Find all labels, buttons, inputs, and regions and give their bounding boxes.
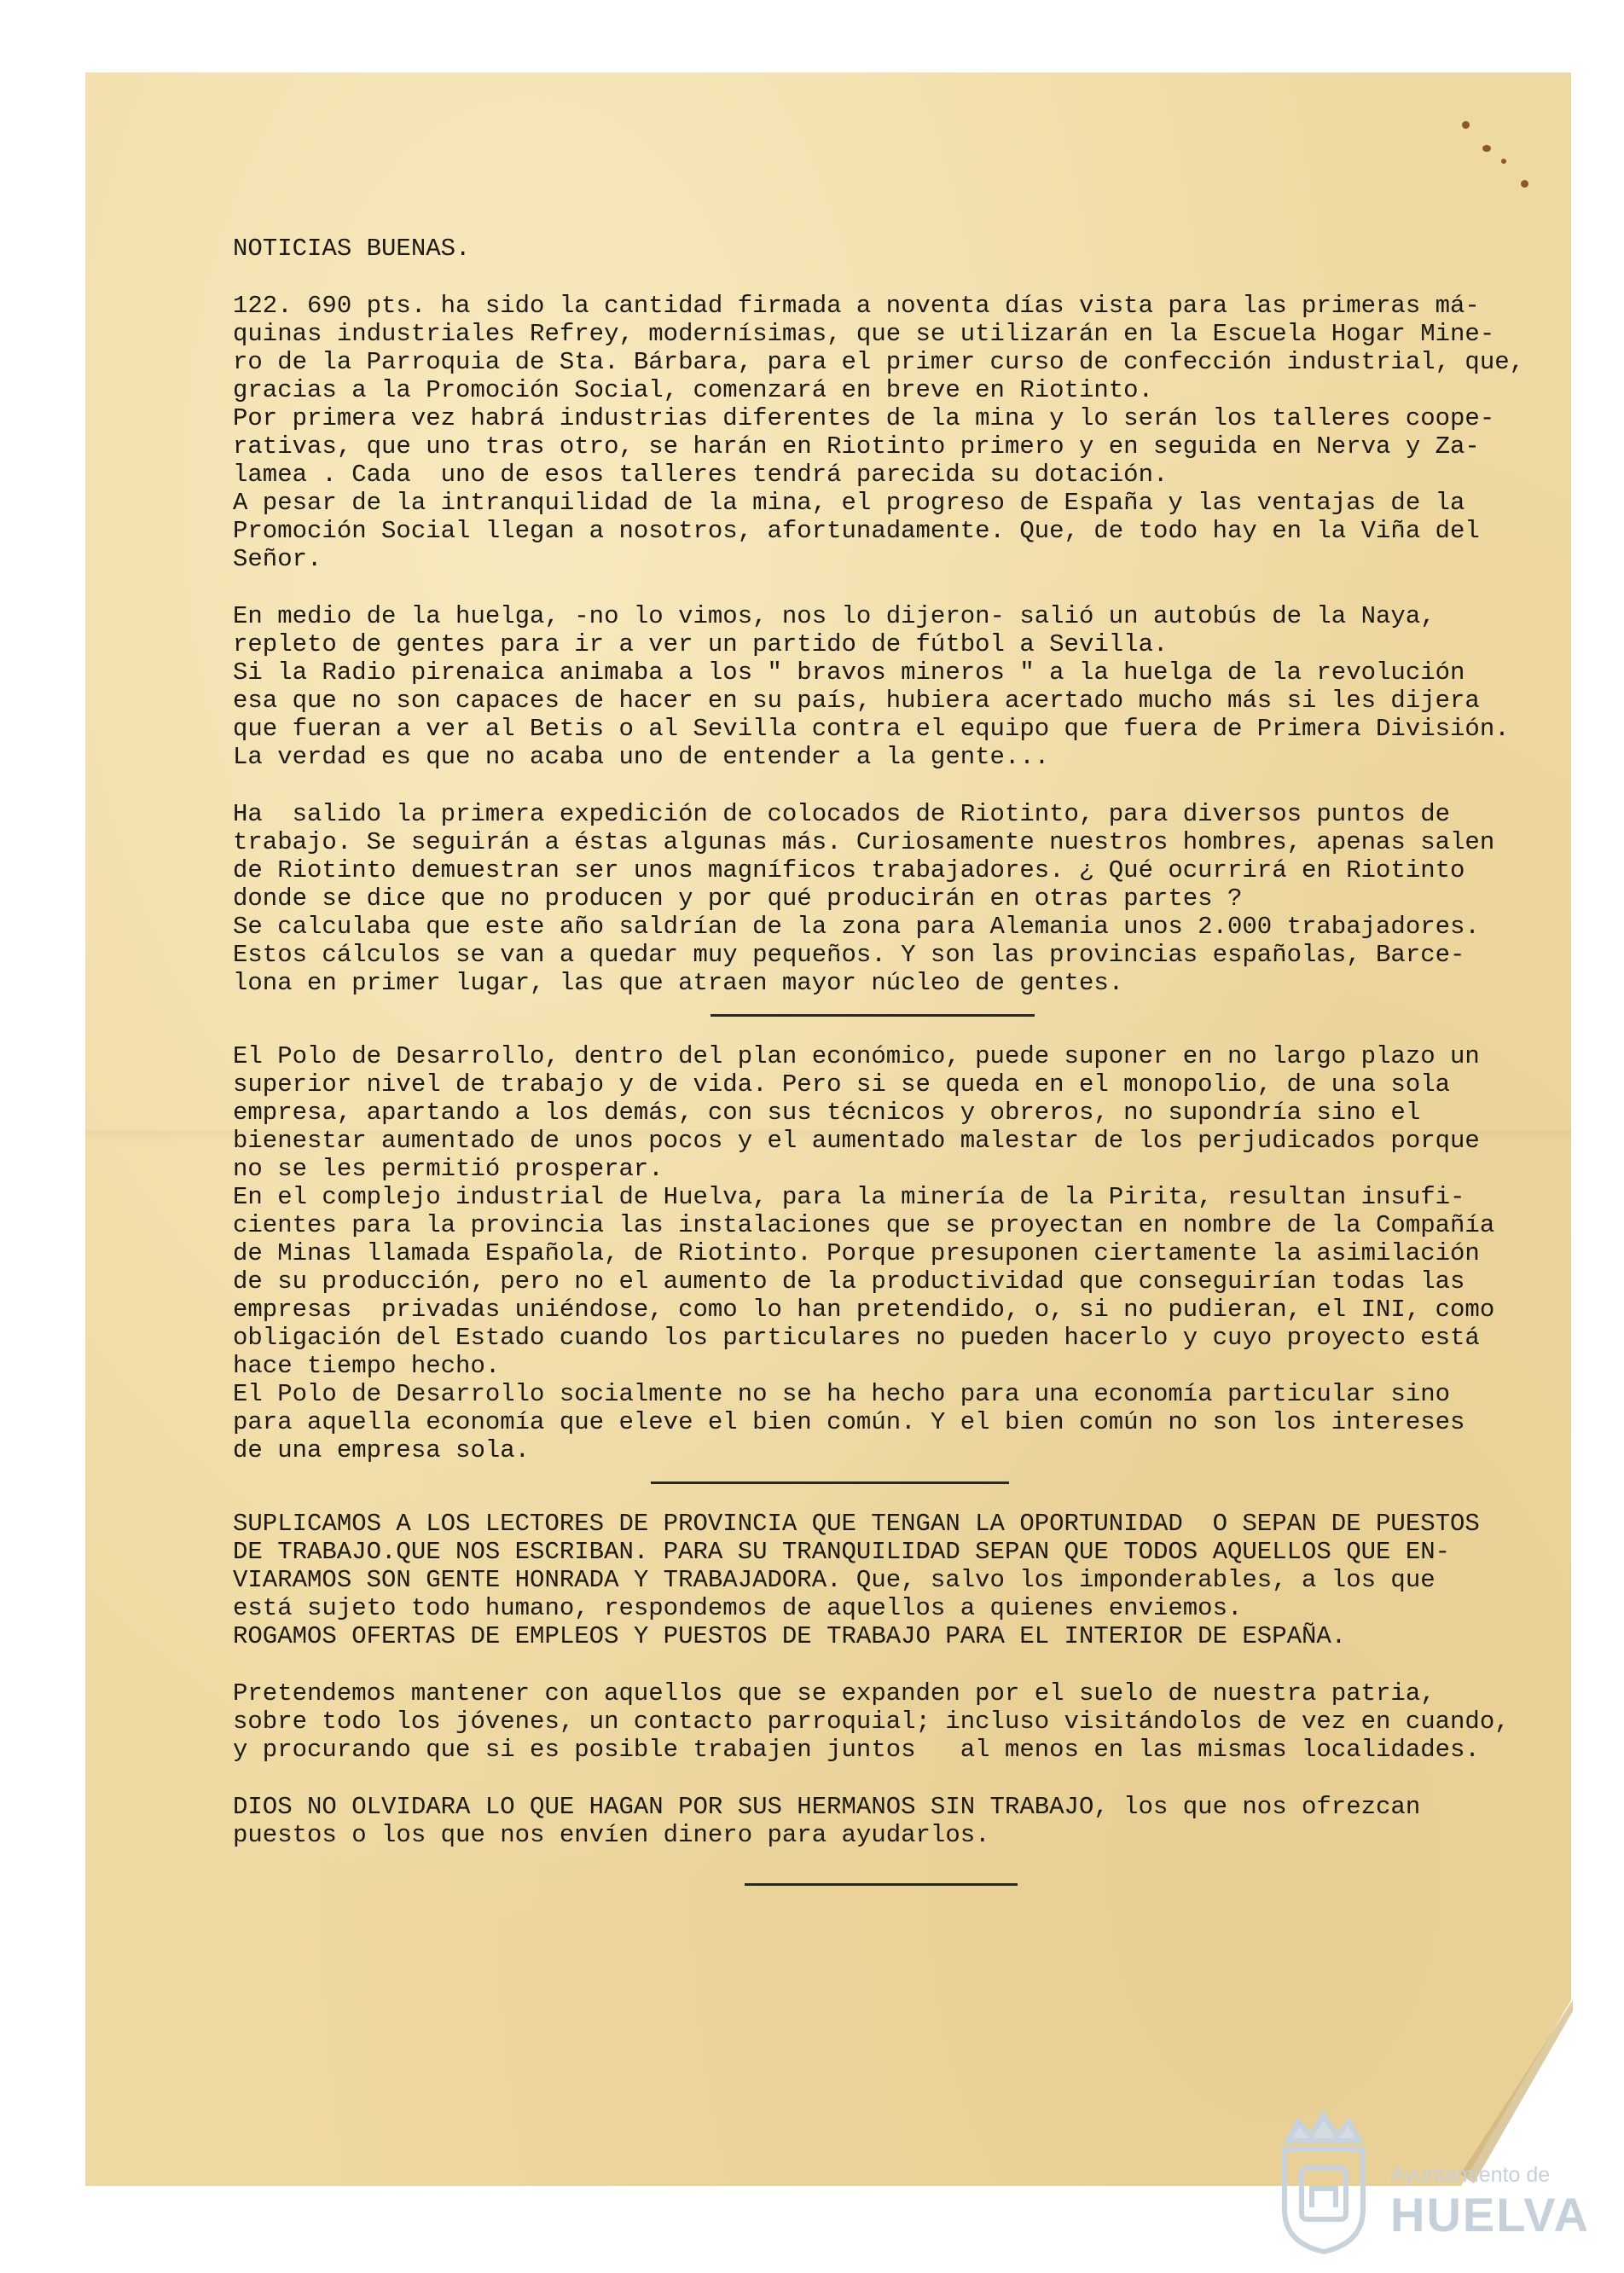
text-line: rativas, que uno tras otro, se harán en Riotinto primero y en seguida en Nerva y Za- — [233, 432, 1480, 461]
stain-mark — [1501, 159, 1506, 164]
text-line: A pesar de la intranquilidad de la mina, el progreso de España y las ventajas de la — [233, 489, 1465, 517]
text-line: VIARAMOS SON GENTE HONRADA Y TRABAJADORA. Que, salvo los imponderables, a los que — [233, 1566, 1436, 1594]
text-line: Promoción Social llegan a nosotros, afortunadamente. Que, de todo hay en la Viña del — [233, 517, 1480, 545]
text-line: Señor. — [233, 545, 322, 573]
text-line: Por primera vez habrá industrias diferentes de la mina y lo serán los talleres coope- — [233, 404, 1495, 432]
text-line: lona en primer lugar, las que atraen mayor núcleo de gentes. — [233, 969, 1124, 997]
section-divider — [651, 1482, 1009, 1484]
text-line: de Riotinto demuestran ser unos magníficos trabajadores. ¿ Qué ocurrirá en Riotinto — [233, 856, 1465, 884]
text-line: donde se dice que no producen y por qué producirán en otras partes ? — [233, 884, 1243, 913]
text-line: gracias a la Promoción Social, comenzará en breve en Riotinto. — [233, 376, 1153, 404]
section-divider — [710, 1014, 1035, 1017]
text-line: puestos o los que nos envíen dinero para ayudarlos. — [233, 1821, 990, 1849]
text-line: trabajo. Se seguirán a éstas algunas más. Curiosamente nuestros hombres, apenas salen — [233, 828, 1495, 856]
text-line: bienestar aumentado de unos pocos y el aumentado malestar de los perjudicados porque — [233, 1127, 1480, 1155]
text-line: de su producción, pero no el aumento de la productividad que conseguirían todas las — [233, 1267, 1465, 1296]
text-line: repleto de gentes para ir a ver un partido de fútbol a Sevilla. — [233, 630, 1169, 658]
text-line: para aquella economía que eleve el bien común. Y el bien común no son los intereses — [233, 1408, 1465, 1436]
watermark — [1273, 2107, 1590, 2256]
paragraph-gap — [233, 1650, 1461, 1679]
text-line: Ha salido la primera expedición de colocados de Riotinto, para diversos puntos de — [233, 800, 1451, 828]
text-line: hace tiempo hecho. — [233, 1352, 501, 1380]
text-line: Estos cálculos se van a quedar muy pequeños. Y son las provincias españolas, Barce- — [233, 941, 1465, 969]
text-line: que fueran a ver al Betis o al Sevilla contra el equipo que fuera de Primera División. — [233, 715, 1510, 743]
text-line: ro de la Parroquia de Sta. Bárbara, para el primer curso de confección industrial, que, — [233, 348, 1525, 376]
typed-text — [233, 235, 1525, 1911]
text-line: 122. 690 pts. ha sido la cantidad firmada a noventa días vista para las primeras má- — [233, 292, 1480, 320]
text-line: En el complejo industrial de Huelva, para la minería de la Pirita, resultan insufi- — [233, 1183, 1465, 1211]
watermark-line-1: Ayuntamiento de — [1390, 2163, 1551, 2187]
text-line: empresas privadas uniéndose, como lo han pretendido, o, si no pudieran, el INI, como — [233, 1296, 1495, 1324]
text-line: y procurando que si es posible trabajen juntos al menos en las mismas localidades. — [233, 1736, 1480, 1764]
text-line: empresa, apartando a los demás, con sus técnicos y obreros, no supondría sino el — [233, 1099, 1421, 1127]
text-line: El Polo de Desarrollo socialmente no se ha hecho para una economía particular sino — [233, 1380, 1451, 1408]
text-line: En medio de la huelga, -no lo vimos, nos lo dijeron- salió un autobús de la Naya, — [233, 602, 1436, 630]
paragraph-gap — [233, 771, 1461, 800]
text-line: de una empresa sola. — [233, 1436, 531, 1464]
text-line: DIOS NO OLVIDARA LO QUE HAGAN POR SUS HERMANOS SIN TRABAJO, los que nos ofrezcan — [233, 1793, 1421, 1821]
text-line: de Minas llamada Española, de Riotinto. Porque presuponen ciertamente la asimilación — [233, 1239, 1480, 1267]
coat-of-arms-icon — [1273, 2107, 1375, 2256]
text-line: cientes para la provincia las instalaciones que se proyectan en nombre de la Compañía — [233, 1211, 1495, 1239]
stain-mark — [1462, 121, 1470, 129]
text-line: sobre todo los jóvenes, un contacto parroquial; incluso visitándolos de vez en cuando, — [233, 1708, 1510, 1736]
text-line: Se calculaba que este año saldrían de la zona para Alemania unos 2.000 trabajadores. — [233, 913, 1480, 941]
paragraph-gap — [233, 573, 1461, 602]
text-line: SUPLICAMOS A LOS LECTORES DE PROVINCIA QUE TENGAN LA OPORTUNIDAD O SEPAN DE PUESTOS — [233, 1510, 1480, 1538]
stain-mark — [1521, 180, 1528, 188]
text-line: Si la Radio pirenaica animaba a los " bravos mineros " a la huelga de la revolución — [233, 658, 1465, 687]
text-line: no se les permitió prosperar. — [233, 1155, 664, 1183]
text-line: Pretendemos mantener con aquellos que se expanden por el suelo de nuestra patria, — [233, 1679, 1436, 1708]
text-line: superior nivel de trabajo y de vida. Pero si se queda en el monopolio, de una sola — [233, 1070, 1451, 1099]
watermark-line-2: HUELVA — [1390, 2188, 1590, 2241]
text-line: ROGAMOS OFERTAS DE EMPLEOS Y PUESTOS DE TRABAJO PARA EL INTERIOR DE ESPAÑA. — [233, 1622, 1347, 1650]
text-line: lamea . Cada uno de esos talleres tendrá parecida su dotación. — [233, 461, 1169, 489]
document-title: NOTICIAS BUENAS. — [233, 235, 471, 263]
end-divider — [745, 1883, 1018, 1886]
text-line: quinas industriales Refrey, modernísimas, que se utilizarán en la Escuela Hogar Mine- — [233, 320, 1495, 348]
text-line: DE TRABAJO.QUE NOS ESCRIBAN. PARA SU TRANQUILIDAD SEPAN QUE TODOS AQUELLOS QUE EN- — [233, 1538, 1451, 1566]
text-line: El Polo de Desarrollo, dentro del plan económico, puede suponer en no largo plazo un — [233, 1042, 1480, 1070]
text-line: La verdad es que no acaba uno de entender a la gente... — [233, 743, 1050, 771]
text-line: está sujeto todo humano, respondemos de aquellos a quienes enviemos. — [233, 1594, 1243, 1622]
text-line: esa que no son capaces de hacer en su país, hubiera acertado mucho más si les dijera — [233, 687, 1480, 715]
stain-mark — [1482, 145, 1491, 152]
text-line: obligación del Estado cuando los particulares no pueden hacerlo y cuyo proyecto está — [233, 1324, 1480, 1352]
paragraph-gap — [233, 1764, 1461, 1793]
